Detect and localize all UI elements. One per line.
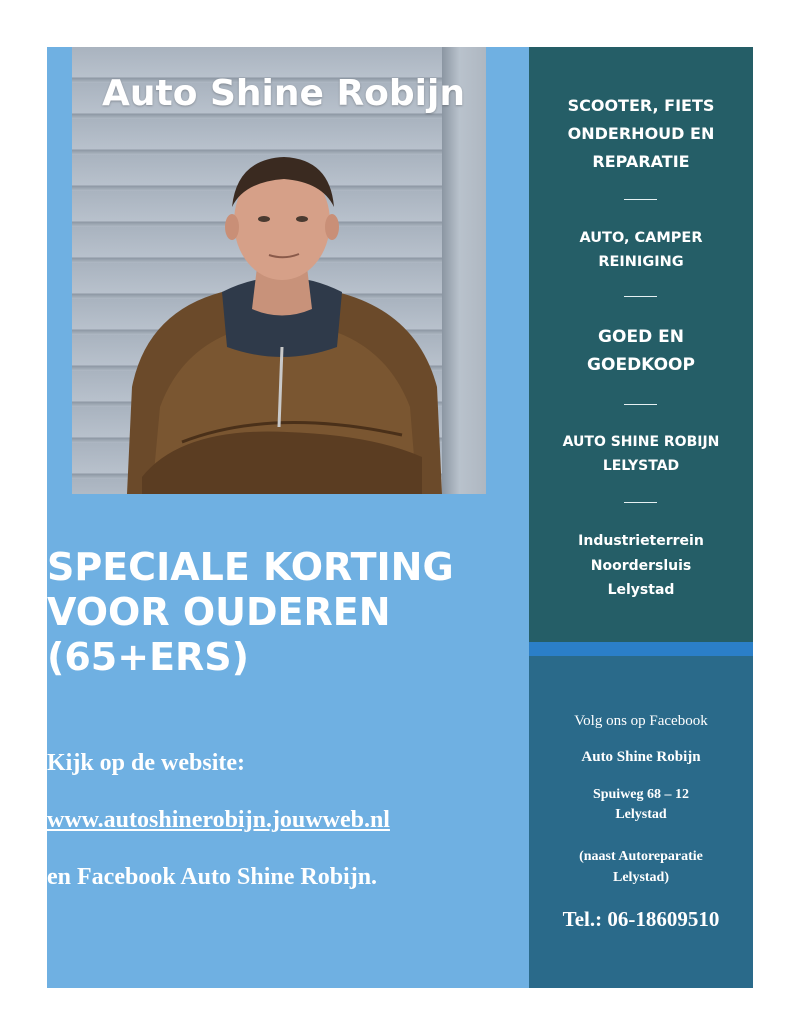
address-note-1: (naast Autoreparatie — [579, 849, 703, 864]
discount-headline — [47, 545, 517, 680]
flyer — [47, 47, 753, 988]
address-street: Spuiweg 68 – 12 — [592, 787, 690, 802]
address-note-2: Lelystad) — [613, 870, 669, 885]
headline-line-2: VOOR OUDEREN — [47, 590, 391, 634]
divider-bar — [529, 642, 753, 656]
service-quality: GOED EN GOEDKOOP — [587, 327, 695, 375]
industrial-area: Industrieterrein Noordersluis Lelystad — [578, 533, 704, 598]
headline-line-1: SPECIALE KORTING — [47, 545, 454, 589]
services-panel — [529, 47, 753, 642]
facebook-text: en Facebook Auto Shine Robijn. — [47, 864, 378, 890]
separator — [624, 502, 657, 503]
website-link[interactable]: www.autoshinerobijn.jouwweb.nl — [47, 807, 390, 833]
service-repair: SCOOTER, FIETS ONDERHOUD EN REPARATIE — [567, 96, 715, 171]
phone-number: Tel.: 06-18609510 — [562, 907, 720, 931]
service-cleaning: AUTO, CAMPER REINIGING — [579, 230, 703, 270]
right-sidebar — [529, 47, 753, 988]
contact-panel — [529, 656, 753, 988]
company-location: AUTO SHINE ROBIJN LELYSTAD — [562, 434, 720, 474]
address-city: Lelystad — [615, 807, 667, 822]
separator — [624, 404, 657, 405]
facebook-name: Auto Shine Robijn — [581, 749, 701, 765]
photo-title: Auto Shine Robijn — [102, 73, 465, 114]
facebook-follow: Volg ons op Facebook — [574, 713, 708, 729]
separator — [624, 296, 657, 297]
separator — [624, 199, 657, 200]
person-figure — [72, 47, 486, 494]
website-label: Kijk op de website: — [47, 750, 245, 776]
headline-line-3: (65+ERS) — [47, 635, 250, 679]
portrait-photo — [72, 47, 486, 494]
left-panel — [47, 47, 529, 988]
